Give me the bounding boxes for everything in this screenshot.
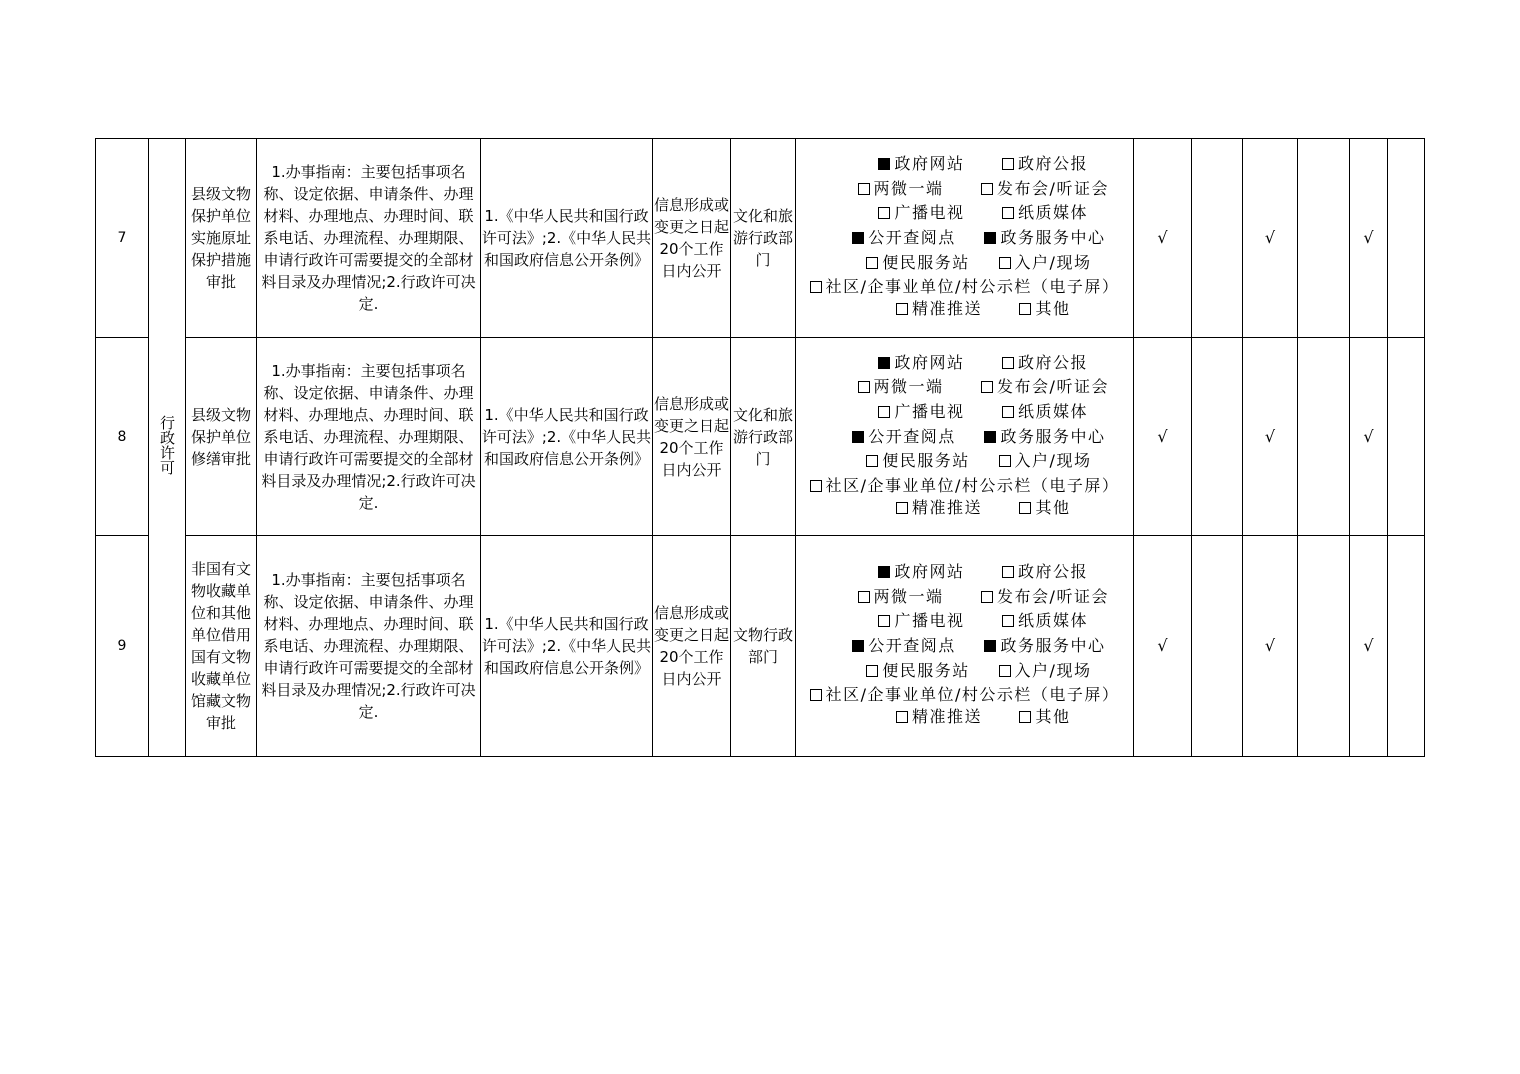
channel-line [796,635,1133,660]
channel-line [796,450,1133,475]
unchecked-box-icon [810,281,822,293]
channel-line [796,276,1133,298]
unchecked-box-icon [1002,615,1014,627]
unchecked-box-icon [1002,357,1014,369]
empty-cell [1388,338,1425,536]
unchecked-box-icon [896,303,908,315]
channel-option-community-board [810,685,1120,704]
unchecked-box-icon [1002,406,1014,418]
channel-option-public-reading-point [852,228,956,247]
unchecked-box-icon [866,665,878,677]
channel-label: 公开查阅点 [868,228,956,247]
legal-basis: 1.《中华人民共和国行政许可法》;2.《中华人民共和国政府信息公开条例》 [481,338,653,536]
channel-option-gov-website [878,562,964,581]
table-row [96,536,1425,757]
unchecked-box-icon [896,502,908,514]
channel-option-door-to-door [999,253,1092,272]
channel-line [796,352,1133,377]
channel-option-gov-service-center [984,228,1105,247]
checked-box-icon [878,566,890,578]
unchecked-box-icon [858,591,870,603]
channel-line [796,202,1133,227]
check-mark: √ [1243,536,1298,757]
checked-box-icon [852,232,864,244]
unchecked-box-icon [981,381,993,393]
check-mark: √ [1134,139,1192,338]
channel-option-press-hearing [981,377,1109,396]
check-mark: √ [1134,338,1192,536]
channel-option-two-micro-one-app [858,179,944,198]
channel-label: 政务服务中心 [1000,426,1106,446]
channel-label: 入户/现场 [1014,451,1092,471]
checked-box-icon [878,357,890,369]
unchecked-box-icon [1002,207,1014,219]
channel-label: 纸质媒体 [1017,401,1088,421]
disclosure-content: 1.办事指南：主要包括事项名称、设定依据、申请条件、办理材料、办理地点、办理时间、联系电话、办理流程、办理期限、申请行政许可需要提交的全部材料目录及办理情况;2.行政许可决定. [257,536,481,757]
table-row [96,139,1425,338]
channel-label: 社区/企事业单位/村公示栏（电子屏） [825,277,1120,297]
channel-option-other [1019,299,1070,318]
channel-line [796,298,1133,323]
channel-label: 精准推送 [911,497,982,517]
channel-line [796,684,1133,706]
channel-label: 公开查阅点 [868,636,956,655]
empty-cell [1298,338,1350,536]
channel-line [796,401,1133,426]
channel-option-gov-service-center [984,427,1105,446]
unchecked-box-icon [866,455,878,467]
channel-option-door-to-door [999,451,1092,470]
disclosure-content: 1.办事指南：主要包括事项名称、设定依据、申请条件、办理材料、办理地点、办理时间、联系电话、办理流程、办理期限、申请行政许可需要提交的全部材料目录及办理情况;2.行政许可决定. [257,338,481,536]
channel-option-two-micro-one-app [858,377,944,396]
unchecked-box-icon [878,406,890,418]
responsible-department: 文化和旅游行政部门 [731,338,796,536]
empty-cell [1192,338,1243,536]
channel-line [796,252,1133,277]
channel-option-paper-media [1002,611,1088,630]
channel-label: 其他 [1035,299,1071,319]
legal-basis: 1.《中华人民共和国行政许可法》;2.《中华人民共和国政府信息公开条例》 [481,139,653,338]
channel-label: 公开查阅点 [868,426,956,446]
channel-label: 便民服务站 [882,252,970,272]
empty-cell [1388,139,1425,338]
channel-label: 纸质媒体 [1017,611,1088,631]
channel-line [796,497,1133,522]
channel-option-precise-push [896,299,982,318]
channel-label: 入户/现场 [1014,252,1092,272]
unchecked-box-icon [810,480,822,492]
channel-label: 政府网站 [894,352,965,372]
empty-cell [1192,536,1243,757]
channel-label: 便民服务站 [882,451,970,471]
channel-label: 其他 [1035,707,1071,727]
checked-box-icon [852,431,864,443]
disclosure-timing: 信息形成或变更之日起20个工作日内公开 [653,338,731,536]
channel-option-gov-service-center [984,636,1105,655]
channel-label: 社区/企事业单位/村公示栏（电子屏） [825,475,1120,495]
channel-label: 政府公报 [1017,154,1088,174]
responsible-department: 文化和旅游行政部门 [731,139,796,338]
unchecked-box-icon [1002,158,1014,170]
channel-option-door-to-door [999,661,1092,680]
channel-label: 两微一端 [873,586,944,606]
unchecked-box-icon [999,455,1011,467]
channel-label: 广播电视 [894,203,965,223]
channel-label: 社区/企事业单位/村公示栏（电子屏） [825,685,1120,705]
channel-label: 便民服务站 [882,660,970,680]
channel-line [796,586,1133,611]
channel-label: 政务服务中心 [1000,636,1106,655]
unchecked-box-icon [1019,711,1031,723]
channel-option-gov-website [878,353,964,372]
channel-option-gov-gazette [1002,353,1088,372]
channel-label: 广播电视 [894,611,965,631]
unchecked-box-icon [858,183,870,195]
channel-label: 政务服务中心 [1000,228,1106,247]
channel-line [796,610,1133,635]
channel-label: 发布会/听证会 [997,586,1109,606]
category-label: 行政许可 [158,414,176,475]
channel-option-precise-push [896,498,982,517]
channel-option-convenience-station [866,661,970,680]
unchecked-box-icon [878,615,890,627]
channel-label: 发布会/听证会 [997,377,1109,397]
channel-option-public-reading-point [852,427,956,446]
channel-line [796,660,1133,685]
row-number: 8 [96,338,149,536]
channel-option-broadcast-tv [878,203,964,222]
channel-label: 精准推送 [911,707,982,727]
legal-basis: 1.《中华人民共和国行政许可法》;2.《中华人民共和国政府信息公开条例》 [481,536,653,757]
channel-option-paper-media [1002,203,1088,222]
channel-line [796,376,1133,401]
disclosure-timing: 信息形成或变更之日起20个工作日内公开 [653,536,731,757]
channel-line [796,475,1133,497]
channel-label: 纸质媒体 [1017,203,1088,223]
channel-line [796,178,1133,203]
channel-option-convenience-station [866,451,970,470]
channel-label: 入户/现场 [1014,660,1092,680]
channel-label: 政府网站 [894,562,965,582]
disclosure-channels [796,536,1134,757]
unchecked-box-icon [810,689,822,701]
check-mark: √ [1243,139,1298,338]
channel-label: 精准推送 [911,299,982,319]
channel-option-other [1019,498,1070,517]
checked-box-icon [984,431,996,443]
channel-label: 两微一端 [873,178,944,198]
disclosure-channels [796,338,1134,536]
check-mark: √ [1243,338,1298,536]
check-mark: √ [1350,338,1388,536]
disclosure-timing: 信息形成或变更之日起20个工作日内公开 [653,139,731,338]
channel-option-precise-push [896,707,982,726]
channel-label: 政府公报 [1017,562,1088,582]
unchecked-box-icon [999,665,1011,677]
unchecked-box-icon [878,207,890,219]
channel-label: 两微一端 [873,377,944,397]
channel-option-gov-gazette [1002,562,1088,581]
channel-line [796,561,1133,586]
table-row [96,338,1425,536]
channel-line [796,426,1133,451]
row-number: 9 [96,536,149,757]
channel-line [796,227,1133,252]
unchecked-box-icon [866,257,878,269]
disclosure-table [95,138,1425,757]
empty-cell [1298,139,1350,338]
channel-option-public-reading-point [852,636,956,655]
check-mark: √ [1350,536,1388,757]
channel-option-community-board [810,277,1120,296]
channel-option-convenience-station [866,253,970,272]
channel-label: 政府网站 [894,154,965,174]
unchecked-box-icon [1019,502,1031,514]
unchecked-box-icon [858,381,870,393]
unchecked-box-icon [981,183,993,195]
checked-box-icon [878,158,890,170]
checked-box-icon [852,640,864,652]
unchecked-box-icon [1019,303,1031,315]
channel-option-broadcast-tv [878,611,964,630]
channel-option-community-board [810,476,1120,495]
channel-line [796,706,1133,731]
channel-label: 其他 [1035,497,1071,517]
unchecked-box-icon [1002,566,1014,578]
empty-cell [1298,536,1350,757]
item-name: 县级文物保护单位实施原址保护措施审批 [186,139,257,338]
item-name: 非国有文物收藏单位和其他单位借用国有文物收藏单位馆藏文物审批 [186,536,257,757]
unchecked-box-icon [981,591,993,603]
channel-option-gov-gazette [1002,154,1088,173]
checked-box-icon [984,640,996,652]
responsible-department: 文物行政部门 [731,536,796,757]
unchecked-box-icon [999,257,1011,269]
disclosure-content: 1.办事指南：主要包括事项名称、设定依据、申请条件、办理材料、办理地点、办理时间、联系电话、办理流程、办理期限、申请行政许可需要提交的全部材料目录及办理情况;2.行政许可决定. [257,139,481,338]
row-number: 7 [96,139,149,338]
empty-cell [1192,139,1243,338]
check-mark: √ [1350,139,1388,338]
channel-label: 政府公报 [1017,352,1088,372]
channel-option-press-hearing [981,587,1109,606]
item-name: 县级文物保护单位修缮审批 [186,338,257,536]
channel-option-two-micro-one-app [858,587,944,606]
channel-option-paper-media [1002,402,1088,421]
channel-label: 发布会/听证会 [997,178,1109,198]
checked-box-icon [984,232,996,244]
channel-option-press-hearing [981,179,1109,198]
unchecked-box-icon [896,711,908,723]
channel-option-broadcast-tv [878,402,964,421]
empty-cell [1388,536,1425,757]
category-cell [149,139,186,757]
check-mark: √ [1134,536,1192,757]
channel-label: 广播电视 [894,401,965,421]
channel-line [796,153,1133,178]
disclosure-channels [796,139,1134,338]
channel-option-gov-website [878,154,964,173]
channel-option-other [1019,707,1070,726]
